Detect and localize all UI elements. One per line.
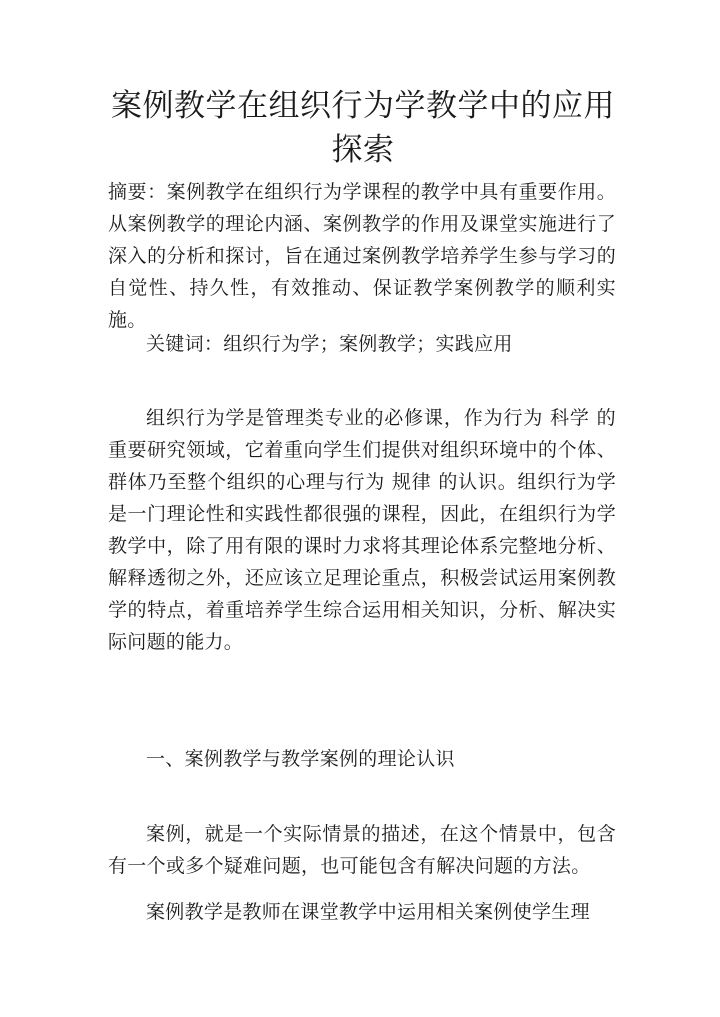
section-heading: 一、案例教学与教学案例的理论认识	[146, 748, 455, 770]
keywords-line: 关键词：组织行为学；案例教学；实践应用	[146, 333, 513, 355]
intro-paragraph: 组织行为学是管理类专业的必修课，作为行为 科学 的重要研究领域，它着重向学生们提供对组织环境中的个体、群体乃至整个组织的心理与行为 规律 的认识。组织行为学是一门理论性和实践性都很强的课程，因此，在组织行为学教学中，除了用有限的课时力求将其理论体系完整地分析、解释透彻之外，还应该立足理论重点，积极尝试运用案例教学的特点，着重培养学生综合运用相关知识，分析、解决实际问题的能力。	[108, 407, 616, 653]
abstract-paragraph: 摘要：案例教学在组织行为学课程的教学中具有重要作用。从案例教学的理论内涵、案例教学的作用及课堂实施进行了深入的分析和探讨，旨在通过案例教学培养学生参与学习的自觉性、持久性，有效推动、保证教学案例教学的顺利实施。	[108, 181, 616, 331]
document-title: 案例教学在组织行为学教学中的应用探索	[111, 88, 615, 168]
case-definition-paragraph: 案例，就是一个实际情景的描述，在这个情景中，包含有一个或多个疑难问题，也可能包含有解决问题的方法。	[108, 823, 616, 877]
case-teaching-paragraph: 案例教学是教师在课堂教学中运用相关案例使学生理	[146, 901, 590, 923]
